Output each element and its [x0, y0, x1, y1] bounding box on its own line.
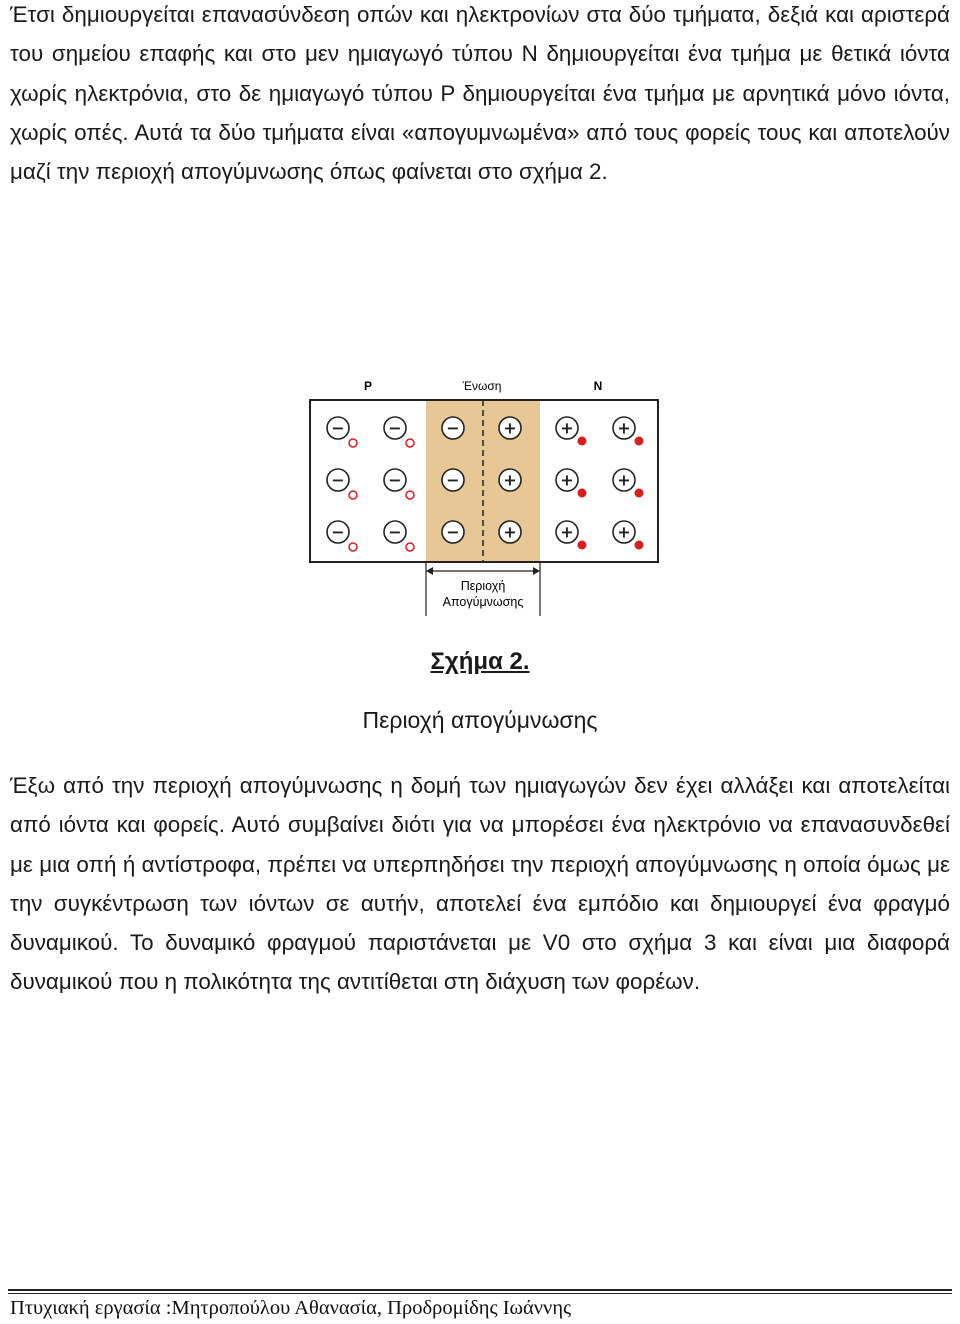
footer-rule-thin [8, 1293, 952, 1294]
n-region-label: N [593, 379, 603, 393]
region-label-line2: Απογύμνωσης [442, 595, 524, 609]
positive-sign: + [617, 522, 631, 542]
region-label-line1: Περιοχή [460, 579, 506, 593]
electron [635, 541, 644, 550]
negative-sign: − [388, 418, 402, 438]
footer-rule-thick [8, 1289, 952, 1291]
negative-sign: − [446, 418, 460, 438]
positive-sign: + [560, 470, 574, 490]
p-region-label: P [363, 379, 373, 393]
positive-sign: + [617, 418, 631, 438]
junction-label: Ένωση [462, 379, 502, 393]
negative-sign: − [331, 470, 345, 490]
arrow-left-head [426, 567, 433, 575]
electron [578, 489, 587, 498]
depletion-region-figure [298, 372, 662, 622]
positive-sign: + [503, 470, 517, 490]
negative-sign: − [331, 522, 345, 542]
body-paragraph-2: Έξω από την περιοχή απογύμνωσης η δομή των ημιαγωγών δεν έχει αλλάξει και αποτελείται από ιόντα και φορείς. Αυτό συμβαίνει διότι για να μπορέσει ένα ηλεκτρόνιο να επανασυνδεθεί με μια οπή ή αντίστροφα, πρέπει να υπερπηδήσει την περιοχή απογύμνωσης η οποία όμως με την συγκέντρωση των ιόντων σε αυτήν, αποτελεί ένα εμπόδιο και δημιουργεί ένα φραγμό δυναμικού. Το δυναμικό φραγμού παριστάνεται με V0 στο σχήμα 3 και είναι μια διαφορά δυναμικού που η πολικότητα της αντιτίθεται στη διάχυση των φορέων. [10, 773, 950, 995]
positive-sign: + [560, 522, 574, 542]
footer-text: Πτυχιακή εργασία :Μητροπούλου Αθανασία, Προδρομίδης Ιωάννης [10, 1297, 572, 1319]
positive-sign: + [503, 418, 517, 438]
electron [578, 541, 587, 550]
positive-sign: + [560, 418, 574, 438]
hole [406, 491, 414, 499]
negative-sign: − [388, 522, 402, 542]
positive-sign: + [617, 470, 631, 490]
hole [349, 543, 357, 551]
electron [635, 489, 644, 498]
figure-caption-title: Σχήμα 2. [430, 648, 530, 675]
negative-sign: − [388, 470, 402, 490]
hole [406, 439, 414, 447]
negative-sign: − [331, 418, 345, 438]
negative-sign: − [446, 522, 460, 542]
pn-junction-diagram [298, 372, 662, 622]
negative-sign: − [446, 470, 460, 490]
body-paragraph-1: Έτσι δημιουργείται επανασύνδεση οπών και ηλεκτρονίων στα δύο τμήματα, δεξιά και αριστερά του σημείου επαφής και στο μεν ημιαγωγό τύπου Ν δημιουργείται ένα τμήμα με θετικά ιόντα χωρίς ηλεκτρόνια, στο δε ημιαγωγό τύπου P δημιουργείται ένα τμήμα με αρνητικά μόνο ιόντα, χωρίς οπές. Αυτά τα δύο τμήματα είναι «απογυμνωμένα» από τους φορείς τους και αποτελούν μαζί την περιοχή απογύμνωσης όπως φαίνεται στο σχήμα 2. [10, 2, 950, 185]
positive-sign: + [503, 522, 517, 542]
figure-caption-subtitle: Περιοχή απογύμνωσης [362, 707, 598, 733]
hole [406, 543, 414, 551]
hole [349, 439, 357, 447]
hole [349, 491, 357, 499]
electron [635, 437, 644, 446]
arrow-right-head [533, 567, 540, 575]
electron [578, 437, 587, 446]
